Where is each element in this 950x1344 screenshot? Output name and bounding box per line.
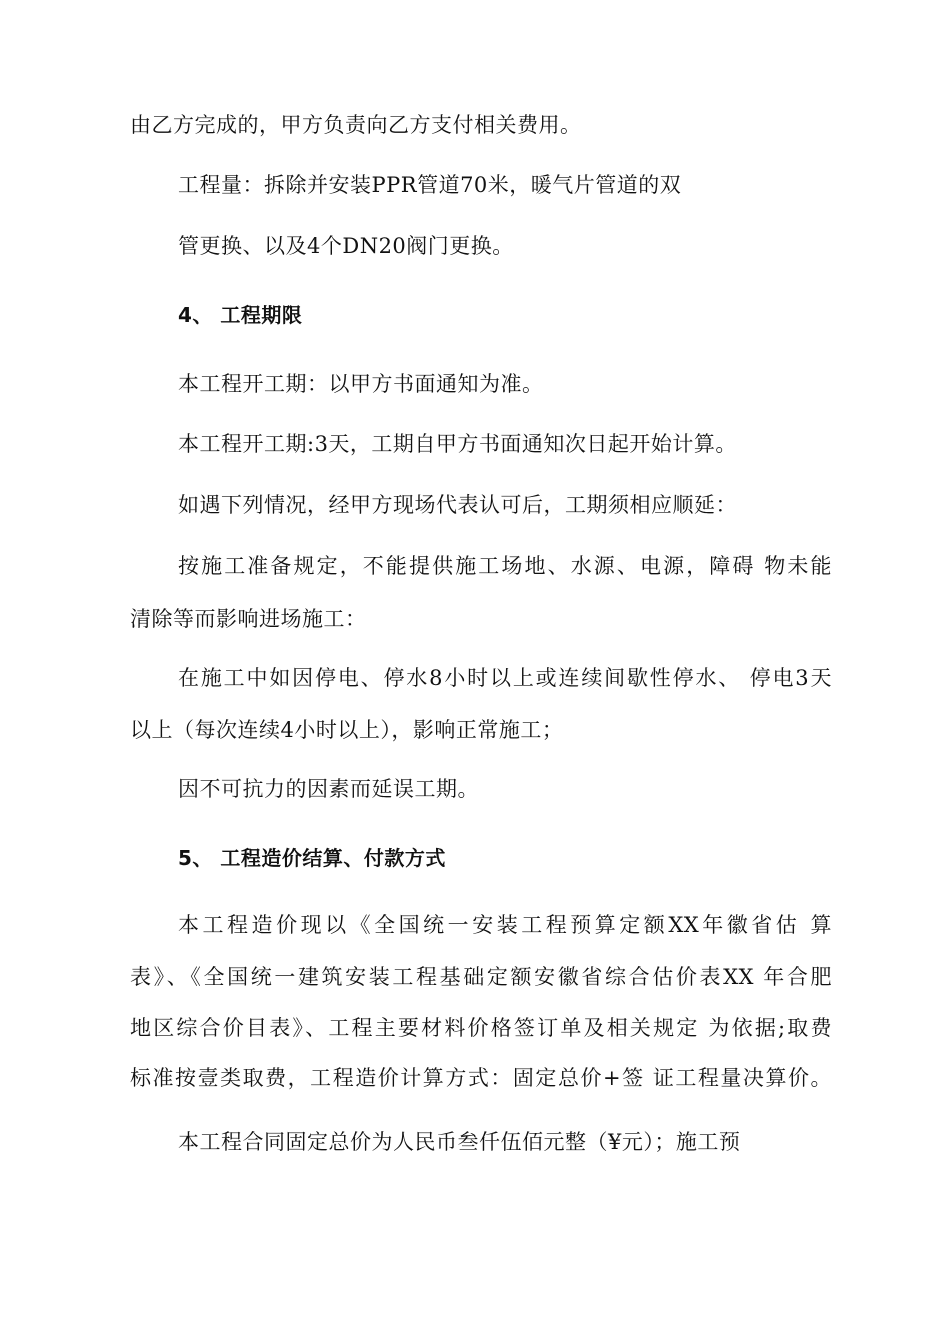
paragraph-line: 本工程造价现以《全国统一安装工程预算定额XX年徽省估 算	[178, 913, 832, 937]
paragraph-line: 本工程开工期：以甲方书面通知为准。	[178, 372, 544, 396]
paragraph-line: 清除等而影响进场施工：	[130, 607, 367, 631]
paragraph-line: 在施工中如因停电、停水8小时以上或连续间歇性停水、 停电3天	[178, 666, 832, 690]
paragraph-line: 地区综合价目表》、工程主要材料价格签订单及相关规定 为依据;取费	[130, 1016, 832, 1040]
paragraph-line: 如遇下列情况，经甲方现场代表认可后，工期须相应顺延：	[178, 493, 737, 517]
paragraph-line: 表》、《全国统一建筑安装工程基础定额安徽省综合估价表XX 年合肥	[130, 965, 832, 989]
paragraph-line: 因不可抗力的因素而延误工期。	[178, 777, 479, 801]
paragraph-line: 标准按壹类取费，工程造价计算方式：固定总价+签 证工程量决算价。	[130, 1066, 832, 1090]
paragraph-line: 工程量：拆除并安装PPR管道70米，暖气片管道的双	[178, 173, 682, 197]
paragraph-line: 由乙方完成的，甲方负责向乙方支付相关费用。	[130, 113, 582, 137]
paragraph-line: 以上（每次连续4小时以上），影响正常施工；	[130, 718, 564, 742]
section-heading-5: 5、 工程造价结算、付款方式	[178, 846, 446, 870]
paragraph-line: 按施工准备规定，不能提供施工场地、水源、电源，障碍 物未能	[178, 554, 832, 578]
paragraph-line: 本工程合同固定总价为人民币叁仟伍佰元整（¥元）；施工预	[178, 1130, 741, 1154]
paragraph-line: 本工程开工期:3天，工期自甲方书面通知次日起开始计算。	[178, 432, 737, 456]
paragraph-line: 管更换、以及4个DN20阀门更换。	[178, 234, 514, 258]
section-heading-4: 4、 工程期限	[178, 303, 303, 327]
